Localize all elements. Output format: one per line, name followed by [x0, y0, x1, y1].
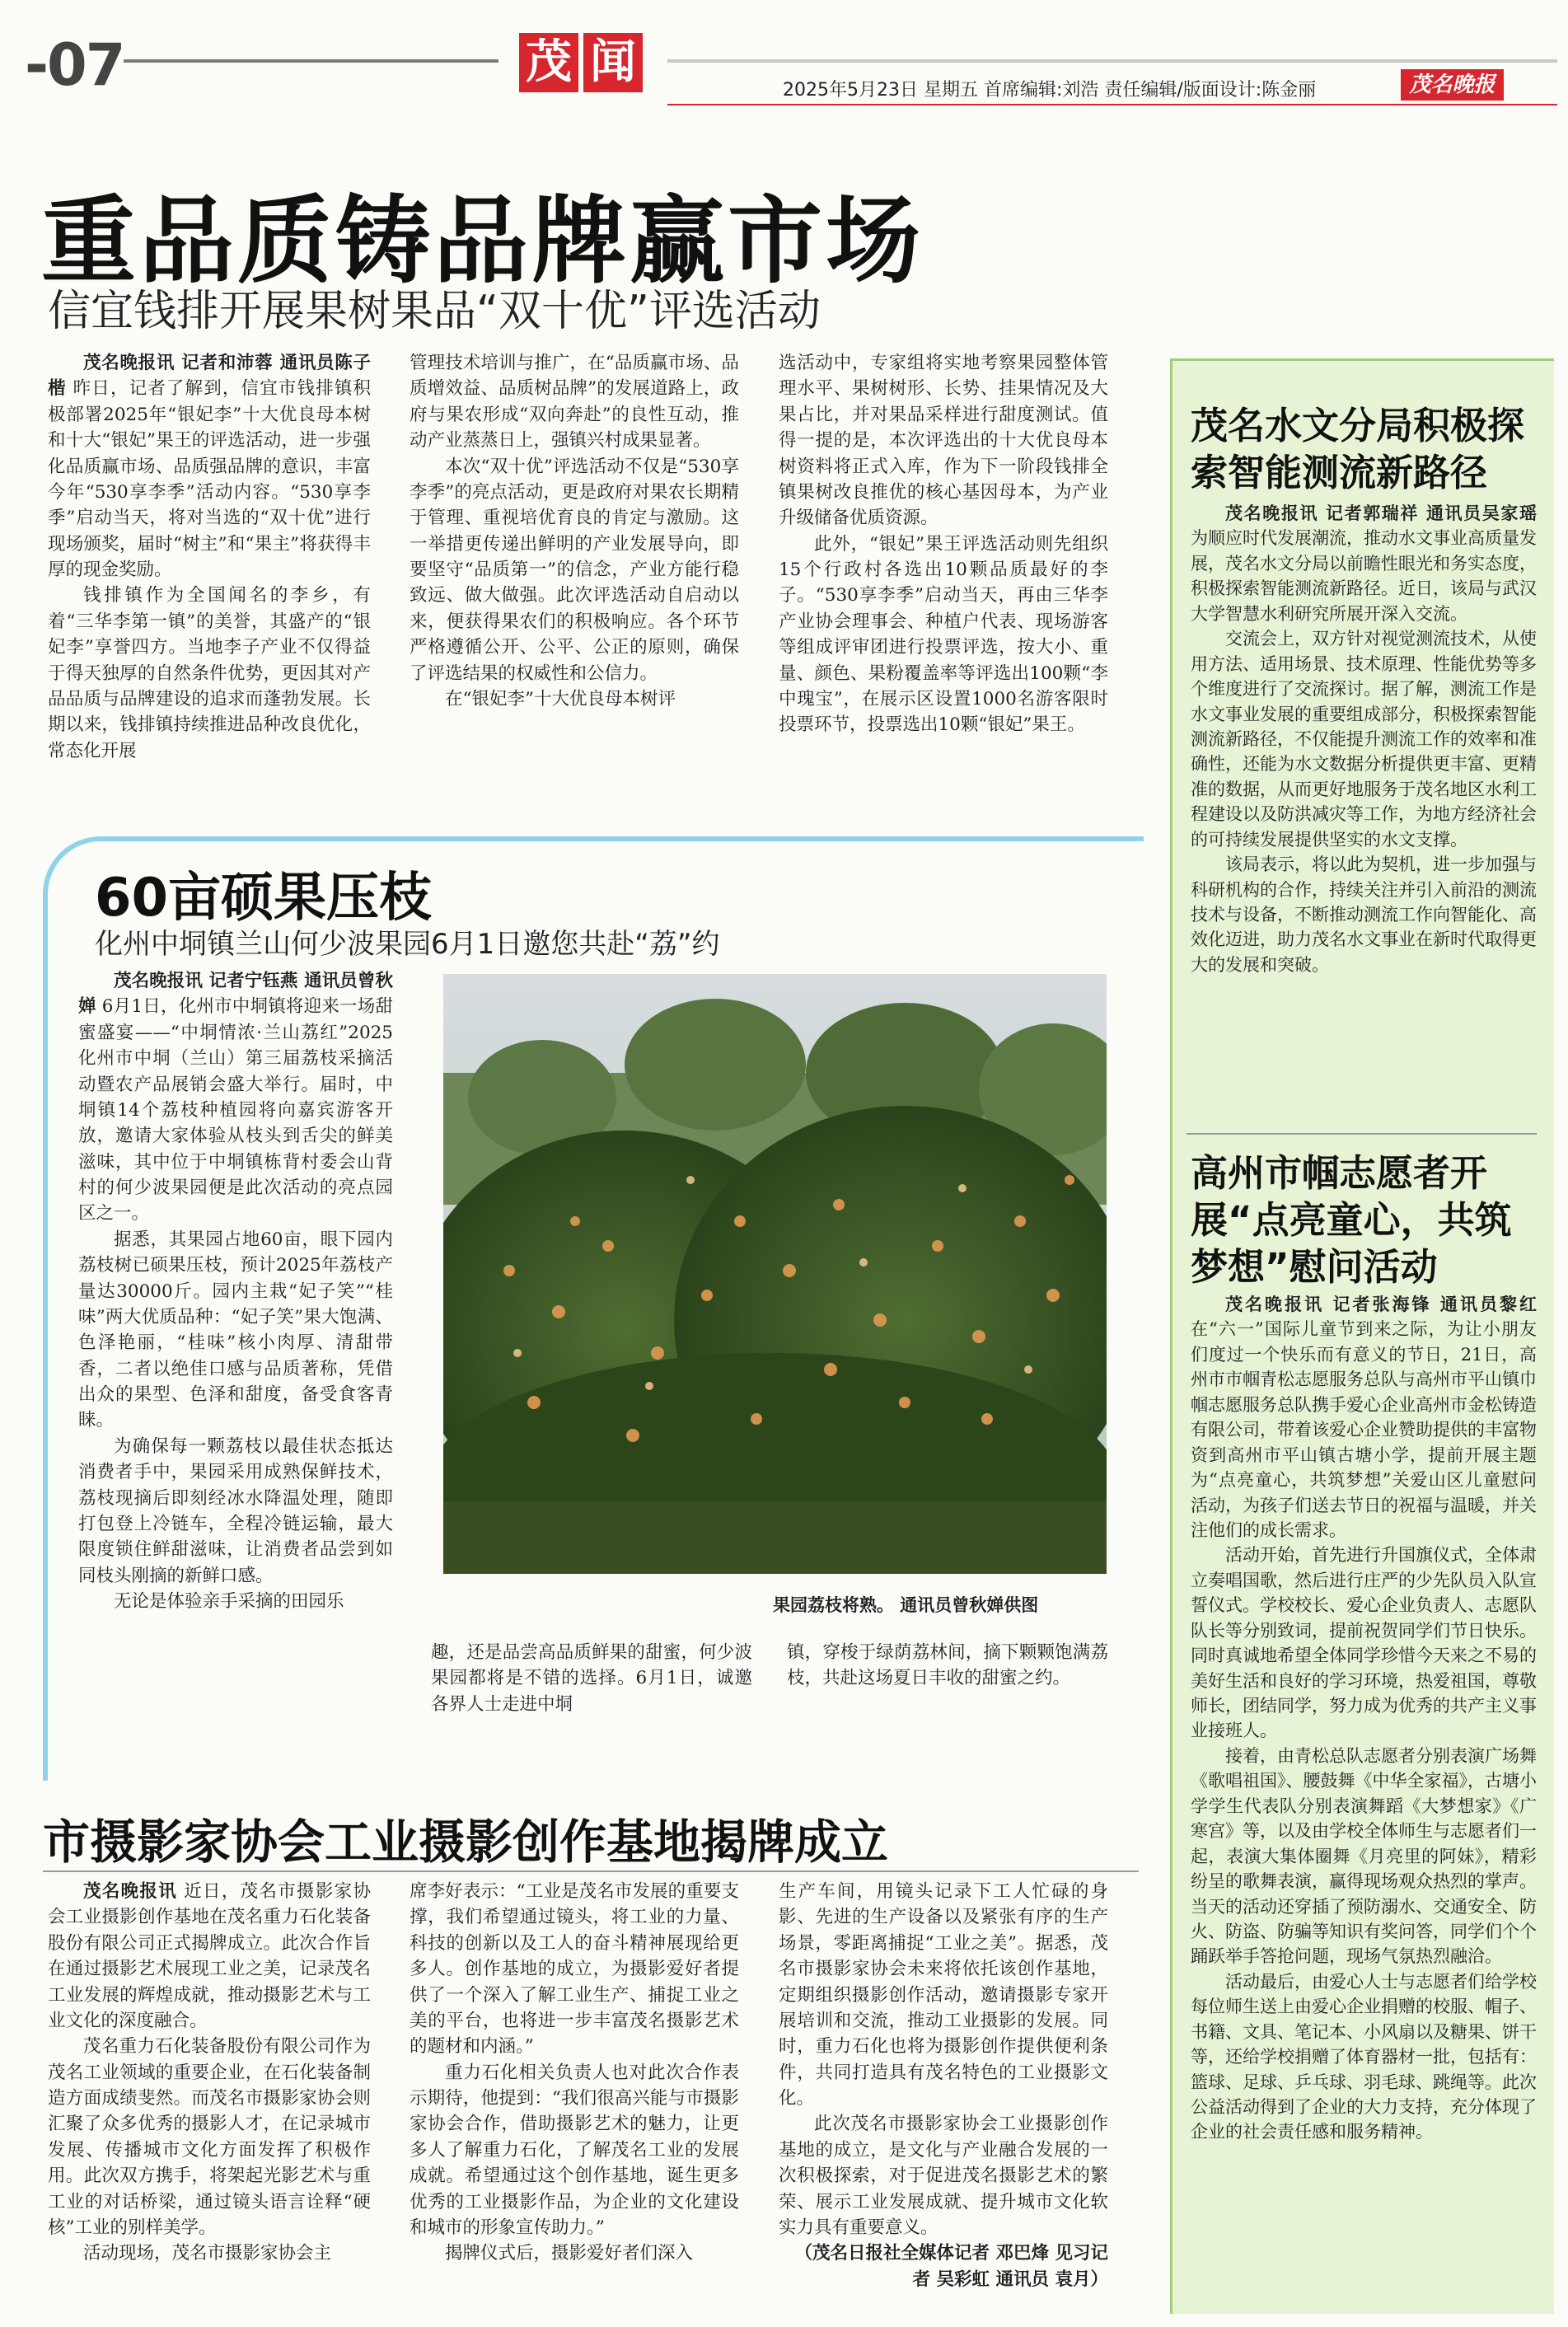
byline: 茂名晚报讯	[83, 1881, 178, 1902]
header-divider	[667, 104, 1557, 105]
section-divider	[43, 1870, 1139, 1872]
sidebar-story2-title: 高州市帼志愿者开展“点亮童心，共筑梦想”慰问活动	[1191, 1151, 1512, 1290]
byline: 茂名晚报讯 记者张海锋 通讯员黎红	[1225, 1295, 1537, 1314]
section-badge	[519, 33, 648, 96]
paragraph: 活动现场，茂名市摄影家协会主	[83, 2243, 332, 2264]
paragraph: 在“六一”国际儿童节到来之际，为让小朋友们度过一个快乐而有意义的节日，21日，高州市市帼青松志愿服务总队与高州市平山镇巾帼志愿服务总队携手爱心企业高州市金松铸造有限公司，带着该爱心企业赞助提供的丰富物资到高州市平山镇古塘小学，提前开展主题为“点亮童心，共筑梦想”关爱山区儿童慰问活动，为孩子们送去节日的祝福与温暖，并关注他们的成长需求。	[1191, 1319, 1537, 1540]
photography-headline: 市摄影家协会工业摄影创作基地揭牌成立	[43, 1815, 888, 1870]
photo-credit: （茂名日报社全媒体记者 邓巴烽 见习记者 吴彩虹 通讯员 袁月）	[794, 2243, 1108, 2290]
paragraph: 镇，穿梭于绿荫荔林间，摘下颗颗饱满荔枝，共赴这场夏日丰收的甜蜜之约。	[787, 1642, 1108, 1689]
sidebar-story2-body	[1191, 1292, 1537, 2145]
paragraph: 席李好表示：“工业是茂名市发展的重要支撑，我们希望通过镜头，将工业的力量、科技的创新以及工人的奋斗精神展现给更多人。创作基地的成立，为摄影爱好者提供了一个深入了解工业生产、捕捉工业之美的平台，也将进一步丰富茂名摄影艺术的题材和内涵。”	[410, 1881, 739, 2058]
paragraph: 茂名重力石化装备股份有限公司作为茂名工业领域的重要企业，在石化装备制造方面成绩斐然。而茂名市摄影家协会则汇聚了众多优秀的摄影人才，在记录城市发展、传播城市文化方面发挥了积极作用。此次双方携手，将架起光影艺术与重工业的对话桥梁，通过镜头语言诠释“硬核”工业的别样美学。	[48, 2036, 371, 2238]
feature-headline: 60亩硕果压枝	[95, 868, 433, 929]
paragraph: 此外，“银妃”果王评选活动则先组织15个行政村各选出10颗品质最好的李子。“530享李季”启动当天，再由三华李产业协会理事会、种植户代表、现场游客等组成评审团进行投票评选，按大小、重量、颜色、果粉覆盖率等评选出100颗“李中瑰宝”，在展示区设置1000名游客限时投票环节，投票选出10颗“银妃”果王。	[779, 533, 1108, 736]
issue-info: 2025年5月23日 星期五 首席编辑:刘浩 责任编辑/版面设计:陈金丽	[783, 80, 1317, 101]
paragraph: 交流会上，双方针对视觉测流技术，从使用方法、适用场景、技术原理、性能优势等多个维度进行了交流探讨。据了解，测流工作是水文事业发展的重要组成部分，积极探索智能测流新路径，不仅能提升测流工作的效率和准确性，还能为水文数据分析提供更丰富、更精准的数据，从而更好地服务于茂名地区水利工程建设以及防洪减灾等工作，为地方经济社会的可持续发展提供坚实的水文支撑。	[1191, 629, 1537, 850]
paragraph: 昨日，记者了解到，信宜市钱排镇积极部署2025年“银妃李”十大优良母本树和十大“银妃”果王的评选活动，进一步强化品质赢市场、品质强品牌的意识，丰富今年“530享李季”活动内容。“530享李季”启动当天，将对当选的“双十优”进行现场颁奖，届时“树主”和“果主”将获得丰厚的现金奖励。	[48, 378, 371, 580]
lead-col-2	[410, 350, 739, 712]
paragraph: 为确保每一颗荔枝以最佳状态抵达消费者手中，果园采用成熟保鲜技术，荔枝现摘后即刻经冰水降温处理，随即打包登上冷链车，全程冷链运输，最大限度锁住鲜甜滋味，让消费者品尝到如同枝头刚摘的新鲜口感。	[78, 1435, 393, 1586]
paragraph: 近日，茂名市摄影家协会工业摄影创作基地在茂名重力石化装备股份有限公司正式揭牌成立。此次合作旨在通过摄影艺术展现工业之美，记录茂名工业发展的辉煌成就，推动摄影艺术与工业文化的深度融合。	[48, 1881, 371, 2031]
paragraph: 为顺应时代发展潮流，推动水文事业高质量发展，茂名水文分局以前瞻性眼光和务实态度，积极探索智能测流新路径。近日，该局与武汉大学智慧水利研究所展开深入交流。	[1191, 528, 1537, 624]
section-char: 闻	[583, 33, 643, 92]
lead-subheadline: 信宜钱排开展果树果品“双十优”评选活动	[48, 287, 821, 336]
photo-caption: 果园荔枝将熟。 通讯员曾秋婵供图	[773, 1595, 1039, 1615]
paragraph: 选活动中，专家组将实地考察果园整体管理水平、果树树形、长势、挂果情况及大果占比，并对果品采样进行甜度测试。值得一提的是，本次评选出的十大优良母本树资料将正式入库，作为下一阶段钱排全镇果树改良推优的核心基因母本，为产业升级储备优质资源。	[779, 353, 1108, 529]
photography-col-1	[48, 1879, 371, 2267]
paragraph: 无论是体验亲手采摘的田园乐	[114, 1591, 344, 1612]
paragraph: 本次“双十优”评选活动不仅是“530享李季”的亮点活动，更是政府对果农长期精于管理、重视培优育良的肯定与激励。这一举措更传递出鲜明的产业发展导向，即要坚守“品质第一”的信念，产业方能行稳致远、做大做强。此次评选活动自启动以来，便获得果农们的积极响应。各个环节严格遵循公开、公平、公正的原则，确保了评选结果的权威性和公信力。	[410, 456, 739, 684]
sidebar-divider	[1187, 1133, 1537, 1135]
paragraph: 6月1日，化州市中垌镇将迎来一场甜蜜盛宴——“中垌情浓·兰山荔红”2025化州市中垌（兰山）第三届荔枝采摘活动暨农产品展销会盛大举行。届时，中垌镇14个荔枝种植园将向嘉宾游客开放，邀请大家体验从枝头到舌尖的鲜美滋味，其中位于中垌镇栋背村委会山背村的何少波果园便是此次活动的亮点园区之一。	[78, 996, 393, 1224]
paragraph: 该局表示，将以此为契机，进一步加强与科研机构的合作，持续关注并引入前沿的测流技术与设备，不断推动测流工作向智能化、高效化迈进，助力茂名水文事业在新时代取得更大的发展和突破。	[1191, 854, 1537, 975]
masthead-logo: 茂名晚报	[1401, 69, 1504, 101]
feature-subheadline: 化州中垌镇兰山何少波果园6月1日邀您共赴“荔”约	[95, 928, 720, 961]
feature-col-2	[431, 1640, 752, 1717]
byline: 茂名晚报讯 记者和沛蓉 通讯员陈子楷	[48, 353, 371, 400]
sidebar-story1-title: 茂名水文分局积极探索智能测流新路径	[1191, 404, 1525, 495]
paragraph: 管理技术培训与推广，在“品质赢市场、品质增效益、品质树品牌”的发展道路上，政府与果农形成“双向奔赴”的良性互动，推动产业蒸蒸日上，强镇兴村成果显著。	[410, 353, 739, 452]
byline: 茂名晚报讯 记者宁钰燕 通讯员曾秋婵	[78, 971, 393, 1018]
photography-col-3	[779, 1879, 1108, 2292]
paragraph: 生产车间，用镜头记录下工人忙碌的身影、先进的生产设备以及紧张有序的生产场景，零距离捕捉“工业之美”。据悉，茂名市摄影家协会未来将依托该创作基地，定期组织摄影创作活动，邀请摄影专家开展培训和交流，推动工业摄影的发展。同时，重力石化也将为摄影创作提供便利条件，共同打造具有茂名特色的工业摄影文化。	[779, 1881, 1108, 2109]
sidebar-story1-body	[1191, 501, 1537, 977]
lychee-orchard-photo	[443, 974, 1107, 1574]
section-char: 茂	[519, 33, 578, 92]
lead-headline: 重品质铸品牌赢市场	[41, 186, 924, 297]
header-rule	[667, 59, 1557, 63]
header-rule	[124, 59, 498, 63]
paragraph: 活动开始，首先进行升国旗仪式，全体肃立奏唱国歌，然后进行庄严的少先队员入队宣誓仪式。学校校长、爱心企业负责人、志愿队队长等分别致词，提前祝贺同学们节日快乐。同时真诚地希望全体同学珍惜今天来之不易的美好生活和良好的学习环境，热爱祖国，尊敬师长，团结同学，努力成为优秀的共产主义事业接班人。	[1191, 1545, 1537, 1741]
paragraph: 在“银妃李”十大优良母本树评	[445, 688, 676, 709]
paragraph: 钱排镇作为全国闻名的李乡，有着“三华李第一镇”的美誉，其盛产的“银妃李”享誉四方。当地李子产业不仅得益于得天独厚的自然条件优势，更因其对产品品质与品牌建设的追求而蓬勃发展。长期以来，钱排镇持续推进品种改良优化，常态化开展	[48, 585, 371, 761]
paragraph: 揭牌仪式后，摄影爱好者们深入	[445, 2243, 694, 2264]
lead-col-3	[779, 350, 1108, 738]
paragraph: 此次茂名市摄影家协会工业摄影创作基地的成立，是文化与产业融合发展的一次积极探索，对于促进茂名摄影艺术的繁荣、展示工业发展成就、提升城市文化软实力具有重要意义。	[779, 2114, 1108, 2238]
lead-col-1	[48, 350, 371, 764]
feature-col-3	[787, 1640, 1108, 1692]
paragraph: 据悉，其果园占地60亩，眼下园内荔枝树已硕果压枝，预计2025年荔枝产量达30000斤。园内主栽“妃子笑”“桂味”两大优质品种：“妃子笑”果大饱满、色泽艳丽，“桂味”核小肉厚、清甜带香，二者以绝佳口感与品质著称，凭借出众的果型、色泽和甜度，备受食客青睐。	[78, 1229, 393, 1431]
orchard-image	[443, 974, 1107, 1574]
byline: 茂名晚报讯 记者郭瑞祥 通讯员吴家瑶	[1225, 503, 1537, 523]
page-number: -07	[25, 31, 124, 99]
photography-col-2	[410, 1879, 739, 2267]
paragraph: 趣，还是品尝高品质鲜果的甜蜜，何少波果园都将是不错的选择。6月1日，诚邀各界人士走进中垌	[431, 1642, 752, 1715]
paragraph: 重力石化相关负责人也对此次合作表示期待，他提到：“我们很高兴能与市摄影家协会合作，借助摄影艺术的魅力，让更多人了解重力石化，了解茂名工业的发展成就。希望通过这个创作基地，诞生更多优秀的工业摄影作品，为企业的文化建设和城市的形象宣传助力。”	[410, 2062, 739, 2238]
paragraph: 活动最后，由爱心人士与志愿者们给学校每位师生送上由爱心企业捐赠的校服、帽子、书籍、文具、笔记本、小风扇以及糖果、饼干等，还给学校捐赠了体育器材一批，包括有：篮球、足球、乒乓球、羽毛球、跳绳等。此次公益活动得到了企业的大力支持，充分体现了企业的社会责任感和服务精神。	[1191, 1971, 1537, 2142]
feature-col-1	[78, 968, 393, 1614]
paragraph: 接着，由青松总队志愿者分别表演广场舞《歌唱祖国》、腰鼓舞《中华全家福》，古塘小学学生代表队分别表演舞蹈《大梦想家》《广寒宫》等，以及由学校全体师生与志愿者们一起，表演大集体圈舞《月亮里的阿妹》，精彩纷呈的歌舞表演，赢得现场观众热烈的掌声。当天的活动还穿插了预防溺水、交通安全、防火、防盗、防骗等知识有奖问答，同学们个个踊跃举手答抢问题，现场气氛热烈融洽。	[1191, 1745, 1537, 1967]
